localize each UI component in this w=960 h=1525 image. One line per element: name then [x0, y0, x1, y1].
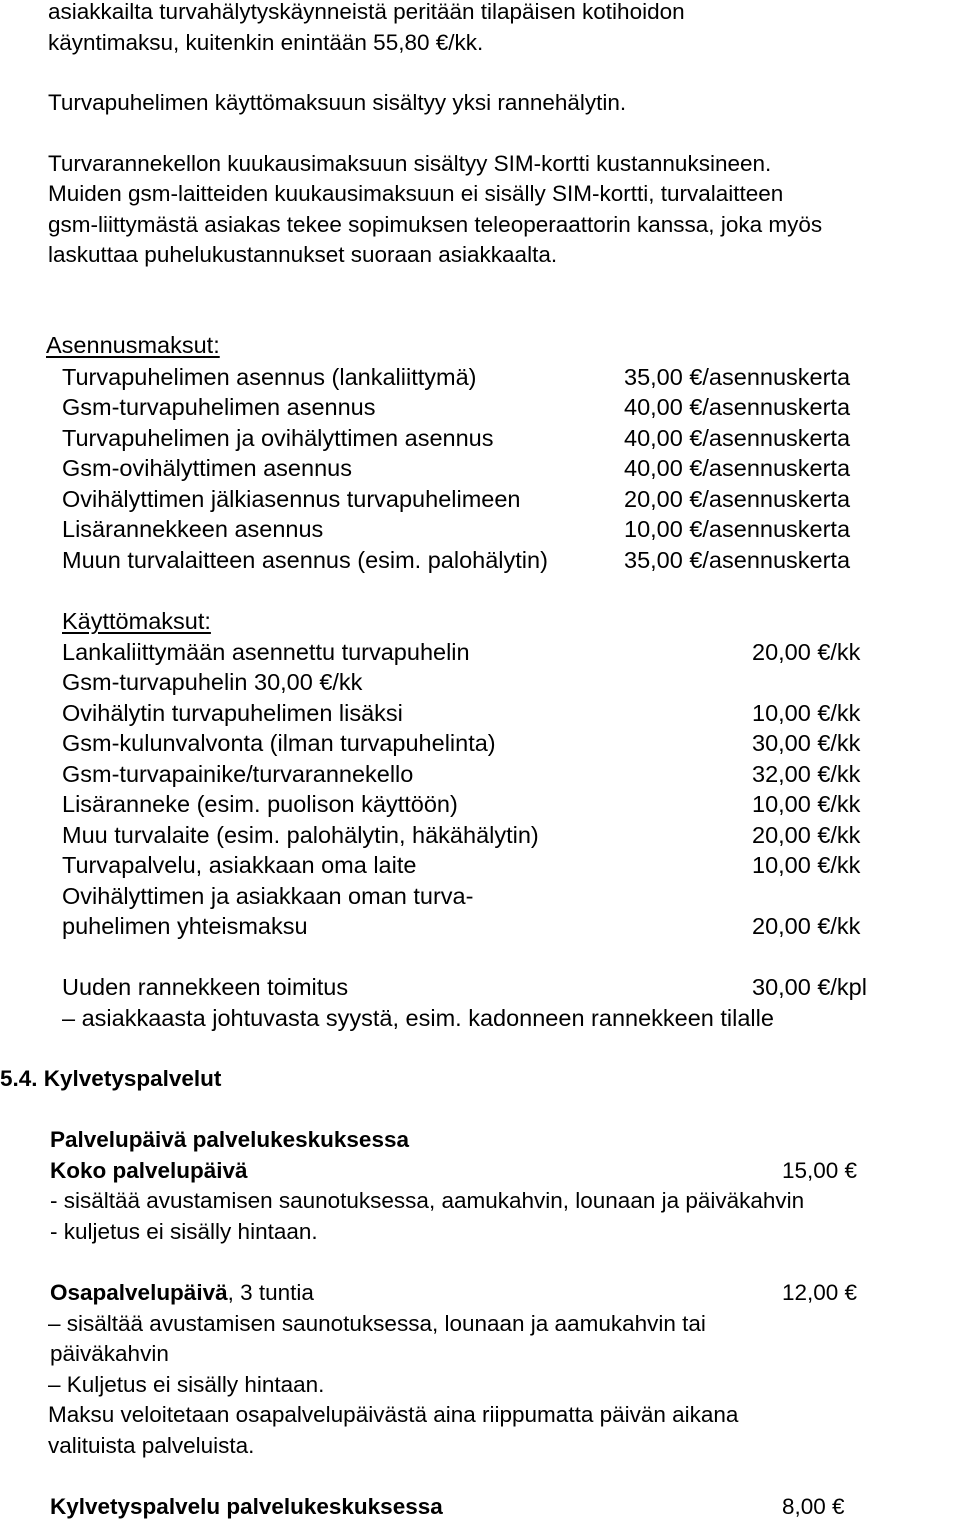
usage-row-label: Muu turvalaite (esim. palohälytin, häkähälytin): [62, 822, 539, 848]
installation-row-price: 10,00 €/asennuskerta: [624, 516, 851, 542]
installation-row-price: 40,00 €/asennuskerta: [624, 394, 851, 420]
usage-row-label: Gsm-turvapainike/turvarannekello: [62, 761, 414, 787]
installation-row-price: 35,00 €/asennuskerta: [624, 364, 851, 390]
usage-row-label: Turvapalvelu, asiakkaan oma laite: [62, 852, 417, 878]
usage-row-price: 10,00 €/kk: [752, 852, 861, 878]
intro-line: asiakkailta turvahälytyskäynneistä peritään tilapäisen kotihoidon: [48, 0, 685, 24]
delivery-price: 30,00 €/kpl: [752, 974, 867, 1000]
installation-row-label: Gsm-turvapuhelimen asennus: [62, 394, 376, 420]
usage-row-price: 10,00 €/kk: [752, 700, 861, 726]
usage-row-label: puhelimen yhteismaksu: [62, 913, 308, 939]
partial-day-price: 12,00 €: [782, 1280, 858, 1305]
usage-row-label: Ovihälytin turvapuhelimen lisäksi: [62, 700, 403, 726]
installation-row-label: Ovihälyttimen jälkiasennus turvapuhelimeen: [62, 486, 521, 512]
usage-row-label: Lankaliittymään asennettu turvapuhelin: [62, 639, 470, 665]
usage-row-price: 32,00 €/kk: [752, 761, 861, 787]
installation-heading: Asennusmaksut:: [46, 332, 220, 358]
intro-line: Muiden gsm-laitteiden kuukausimaksuun ei sisälly SIM-kortti, turvalaitteen: [48, 181, 784, 206]
intro-line: Turvapuhelimen käyttömaksuun sisältyy yksi rannehälytin.: [48, 90, 627, 115]
partial-day-label: [50, 1282, 314, 1305]
installation-row-price: 40,00 €/asennuskerta: [624, 425, 851, 451]
installation-row-label: Gsm-ovihälyttimen asennus: [62, 455, 352, 481]
full-day-label: Koko palvelupäivä: [50, 1158, 248, 1183]
usage-row-label: Gsm-turvapuhelin 30,00 €/kk: [62, 669, 363, 695]
partial-day-note: – sisältää avustamisen saunotuksessa, lounaan ja aamukahvin tai: [48, 1311, 706, 1336]
intro-line: laskuttaa puhelukustannukset suoraan asiakkaalta.: [48, 242, 558, 267]
delivery-note: – asiakkaasta johtuvasta syystä, esim. kadonneen rannekkeen tilalle: [62, 1005, 774, 1031]
usage-row-label: Ovihälyttimen ja asiakkaan oman turva-: [62, 883, 474, 909]
partial-day-note: – Kuljetus ei sisälly hintaan.: [48, 1372, 325, 1397]
full-day-note: - kuljetus ei sisälly hintaan.: [50, 1219, 318, 1244]
usage-row-label: Lisäranneke (esim. puolison käyttöön): [62, 791, 458, 817]
usage-row-price: 20,00 €/kk: [752, 639, 861, 665]
bathing-service-label: Kylvetyspalvelu palvelukeskuksessa: [50, 1494, 443, 1519]
installation-row-price: 35,00 €/asennuskerta: [624, 547, 851, 573]
partial-day-note: valituista palveluista.: [48, 1433, 255, 1458]
usage-row-label: Gsm-kulunvalvonta (ilman turvapuhelinta): [62, 730, 496, 756]
usage-row-price: 30,00 €/kk: [752, 730, 861, 756]
installation-row-price: 40,00 €/asennuskerta: [624, 455, 851, 481]
installation-row-label: Turvapuhelimen ja ovihälyttimen asennus: [62, 425, 494, 451]
partial-day-note: Maksu veloitetaan osapalvelupäivästä aina riippumatta päivän aikana: [48, 1402, 739, 1427]
usage-row-price: 10,00 €/kk: [752, 791, 861, 817]
installation-row-price: 20,00 €/asennuskerta: [624, 486, 851, 512]
delivery-label: Uuden rannekkeen toimitus: [62, 974, 349, 1000]
full-day-price: 15,00 €: [782, 1158, 858, 1183]
full-day-note: - sisältää avustamisen saunotuksessa, aamukahvin, lounaan ja päiväkahvin: [50, 1188, 805, 1213]
intro-line: käyntimaksu, kuitenkin enintään 55,80 €/kk.: [48, 30, 484, 55]
usage-row-price: 20,00 €/kk: [752, 822, 861, 848]
installation-row-label: Muun turvalaitteen asennus (esim. palohälytin): [62, 547, 548, 573]
usage-heading: Käyttömaksut:: [62, 608, 211, 634]
intro-line: Turvarannekellon kuukausimaksuun sisältyy SIM-kortti kustannuksineen.: [48, 151, 772, 176]
partial-day-label-rest: , 3 tuntia: [227, 1280, 314, 1305]
bathing-service-price: 8,00 €: [782, 1494, 845, 1519]
partial-day-note: päiväkahvin: [50, 1341, 169, 1366]
usage-row-price: 20,00 €/kk: [752, 913, 861, 939]
installation-row-label: Lisärannekkeen asennus: [62, 516, 324, 542]
intro-line: gsm-liittymästä asiakas tekee sopimuksen teleoperaattorin kanssa, joka myös: [48, 212, 823, 237]
installation-row-label: Turvapuhelimen asennus (lankaliittymä): [62, 364, 477, 390]
section-title: 5.4. Kylvetyspalvelut: [0, 1066, 222, 1091]
day-center-heading: Palvelupäivä palvelukeskuksessa: [50, 1127, 409, 1152]
partial-day-label-bold: Osapalvelupäivä: [50, 1280, 228, 1305]
